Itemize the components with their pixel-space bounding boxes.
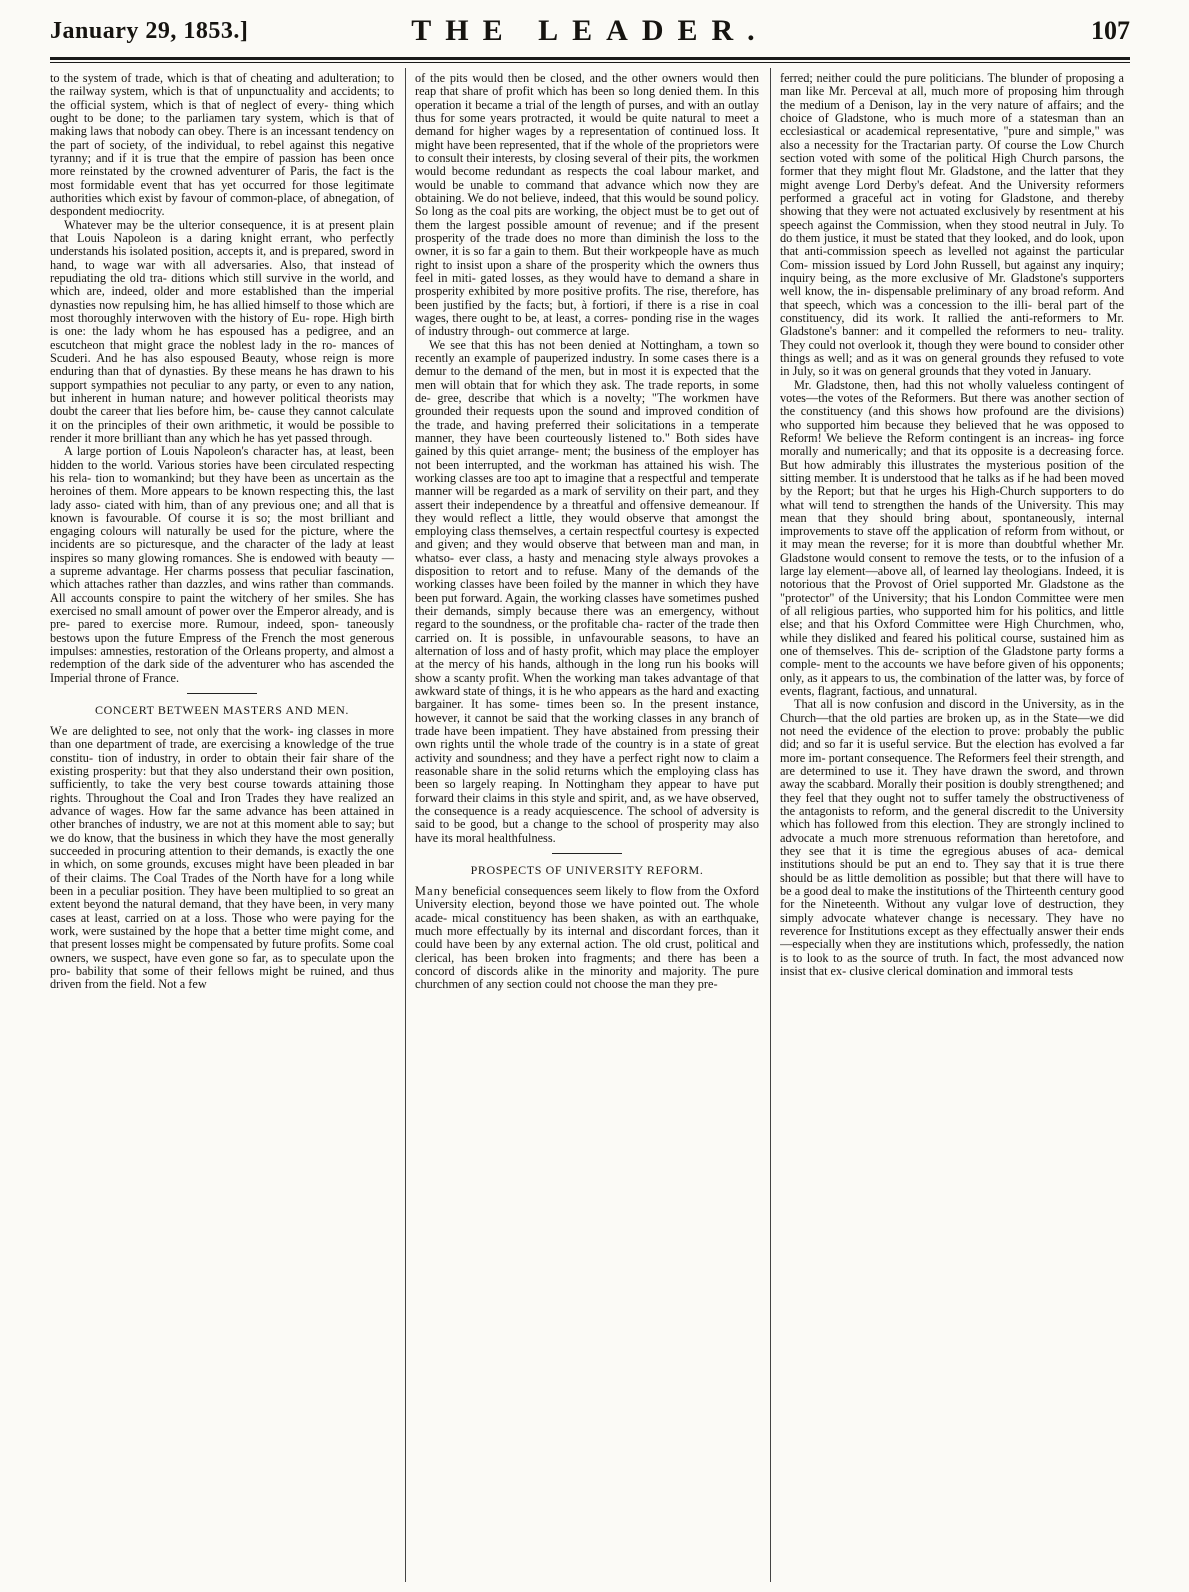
- masthead-rule: [50, 57, 1130, 60]
- paragraph: [415, 885, 759, 992]
- article-heading: PROSPECTS OF UNIVERSITY REFORM.: [470, 863, 704, 878]
- paragraph-text: beneficial consequences seem likely to flow from the Oxford University election, beyond those we have pointed out. The whole acade- mical constituency has been shaken, as with an earthquake, much more effectually by its internal and discordant forces, than it could have been by any external action. The old crust, political and clerical, has been broken into fragments; and there has been a concord of discords alike in the minority and majority. The pure churchmen of any section could not choose the man they pre-: [415, 884, 759, 992]
- lead-word: Many: [415, 884, 449, 899]
- paragraph: Mr. Gladstone, then, had this not wholly valueless contingent of votes—the votes of the Reformers. But there was another section of the constituency (and this shows how profound are the divisions) who supported him because they believed that he was opposed to Reform! We believe the Reform contingent is an increas- ing force morally and numerically; and that its opposite is a decreasing force. But how admirably this illustrates the mysterious position of the sitting member. It is understood that he talks as if he had been moved by the Report; but that he urges his High-Church supporters to do what will tend to strengthen the hands of the University. This may mean that they should bring about, spontaneously, internal improvements to stave off the application of reform from without, or it may mean the reverse; for it is more than doubtful whether Mr. Gladstone would consent to remove the tests, or to the infusion of a large lay element—above all, of learned lay theologians. Indeed, it is notorious that the Provost of Oriel supported Mr. Gladstone as the "protector" of the University; that his London Committee were men of all religious parties, who supported him for his politics, and little else; and that his Oxford Committee were High Churchmen, who, while they disliked and feared his political course, sustained him as one of themselves. This de- scription of the Gladstone party forms a comple- ment to the accounts we have before given of his opponents; only, as it appears to us, the combination of the latter was, by force of events, flagrant, factious, and unnatural.: [780, 377, 1124, 699]
- issue-date: January 29, 1853.]: [50, 18, 249, 44]
- masthead-rule-thin: [50, 62, 1130, 63]
- section-rule: [187, 693, 257, 694]
- lead-word: We: [50, 724, 69, 739]
- newspaper-title: THE LEADER.: [411, 14, 769, 47]
- paragraph: ferred; neither could the pure politicians. The blunder of proposing a man like Mr. Perceval at all, much more of proposing him through the medium of a Denison, lay in the very nature of affairs; and the choice of Gladstone, who is much more of a statesman than an ecclesiastical or academical representative, "pure and simple," was also a necessity for the Tractarian party. Of course the Low Church section voted with some of the political High Church parsons, the former that they might flout Mr. Gladstone, and the latter that they might avenge Lord Derby's defeat. And the University reformers performed a graceful act in voting for Gladstone, and thereby showing that they were not actuated exclusively by resentment at his speech against the Commission, when they stood neutral in July. To do them justice, it must be stated that they looked, and do look, upon that anti-commission speech as levelled not against the particular Com- mission issued by Lord John Russell, but against any inquiry; inquiry being, as the more exclusive of Mr. Gladstone's supporters well know, the in- dispensable preliminary of any broad reform. And that speech, which was a concession to the illi- beral part of the constituency, did its work. It rallied the anti-reformers to Mr. Gladstone's banner: and it compelled the reformers to neu- trality. They could not overlook it, though they were bound to consider other things as well; and as it was on general grounds they refused to vote in July, so it was on general grounds that they voted in January.: [780, 72, 1124, 379]
- paragraph: of the pits would then be closed, and the other owners would then reap that share of profit which has been so long denied them. In this operation it became a trial of the length of purses, and with an outlay thus for some years protracted, it would be quite natural to meet a demand for higher wages by a representation of continued loss. It might have been represented, that if the whole of the proprietors were to consult their interests, by closing several of their pits, the workmen would become redundant as respects the coal labour market, and would be unable to command that advance which now they are obtaining. We do not believe, indeed, that this would be sound policy. So long as the coal pits are working, the object must be to get out of them the largest possible amount of revenue; and if the present prosperity of the trade does no more than diminish the loss to the owner, it is so far a gain to them. But their workpeople have as much right to insist upon a share of the prosperity which the owners thus feel in miti- gated losses, as they would have to demand a share in prosperity exhibited by more positive profits. The rise, therefore, has been justified by the facts; but, à fortiori, if there is a rise in coal wages, there ought to be, at least, a corres- ponding rise in the wages of industry through- out commerce at large.: [415, 72, 759, 339]
- paragraph: A large portion of Louis Napoleon's character has, at least, been hidden to the world. Various stories have been circulated respecting his rela- tion to womankind; but they have been as uncertain as the heroines of them. More appears to be known respecting this, the last lady asso- ciated with him, than of any previous one; and all that is known is favourable. Of course it is so; the most brilliant and engaging colours will naturally be used for the picture, where the incidents are so picturesque, and the character of the lady at least inspires so many glowing romances. She is endowed with beauty — a supreme advantage. Her charms possess that peculiar fascination, which attaches rather than dazzles, and wins rather than commands. All accounts conspire to paint the witchery of her smiles. She has exercised no small amount of power over the Emperor already, and is pre- pared to exercise more. Rumour, indeed, spon- taneously bestows upon the future Empress of the French the most generous impulses: amnesties, restoration of the Orleans property, and almost a redemption of the dark side of the adventurer who has ascended the Imperial throne of France.: [50, 444, 394, 685]
- masthead: [50, 14, 1130, 54]
- paragraph: That all is now confusion and discord in the University, as in the Church—that the old parties are broken up, as in the State—we did not need the evidence of the election to prove: probably the public did; and so far it is useful service. But the election has evolved a far more im- portant consequence. The Reformers feel their strength, and are determined to use it. They have drawn the sword, and thrown away the scabbard. Morally their position is doubly strengthened; and they feel that they ought not to suffer tamely the obstructiveness of the antagonists to reform, and the general discredit to the University which has followed from this election. They are strongly inclined to advocate a much more strenuous reformation than heretofore, and they see that it is time the egregious abuses of aca- demical institutions should be put an end to. They say that it is true there should be as little demolition as possible; but that there will have to be a good deal to make the institutions of the Thirteenth century good for the Nineteenth. Without any vulgar love of destruction, they simply advocate whatever change is necessary. They have no reverence for Institutions except as they effectually answer their ends—especially when they are institutions which, professedly, the nation is to look to as the source of truth. In fact, the most advanced now insist that ex- clusive clerical domination and immoral tests: [780, 697, 1124, 978]
- column-divider: [770, 68, 771, 1582]
- article-heading: CONCERT BETWEEN MASTERS AND MEN.: [95, 703, 349, 718]
- column-divider: [405, 68, 406, 1582]
- section-rule: [552, 853, 622, 854]
- paragraph: to the system of trade, which is that of cheating and adulteration; to the railway system, which is that of unpunctuality and accidents; to the official system, which is that of neglect of every- thing which ought to be done; to the parliamen tary system, which is that of making laws that nobody can obey. There is an incessant tendency on the part of society, of the individual, to rebel against this negative tyranny; and if it is true that the empire of passion has been once more reinstated by the crowned adventurer of Paris, the fact is the most formidable event that has yet occurred for those legitimate authorities which exist by favour of common-place, of abnegation, of despondent mediocrity.: [50, 72, 394, 219]
- paragraph: [50, 725, 394, 992]
- paragraph: We see that this has not been denied at Nottingham, a town so recently an example of pauperized industry. In some cases there is a demur to the demand of the men, but in most it is expected that the men will obtain that for which they ask. The trade reports, in some de- gree, describe that which is a novelty; "The workmen have grounded their requests upon the sound and improved condition of the trade, and having preferred their solicitations in a temperate manner, they have been courteously listened to." Both sides have gained by this quiet arrange- ment; the business of the employer has not been interrupted, and the workman has attained his wish. The working classes are too apt to imagine that a respectful and temperate manner will be regarded as a mark of servility on their part, and they assert their independence by a threatful and offensive demeanour. If they would reflect a little, they would observe that amongst the employing class themselves, a certain respectful courtesy is expected and given; and they would observe that between man and man, in whatso- ever class, a hasty and menacing style always provokes a disposition to retort and to refuse. Many of the demands of the working classes have been foiled by the manner in which they have been put forward. Again, the working classes have sometimes pushed their demands, simply because there was an emergency, without regard to the soundness, or the profitable cha- racter of the trade then carried on. It is possible, in unfavourable seasons, to have an alternation of loss and of hasty profit, which may place the employer at the mercy of his hands, although in the long run his books will show a scanty profit. When the working man takes advantage of that awkward state of things, it is he who appears as the hard and exacting bargainer. It has some- times been so. In the present instance, however, it cannot be said that the working classes in any branch of trade have been impatient. They have abstained from pressing their own rights until the whole trade of the country is in a state of great activity and soundness; and they have a perfect right now to claim a reasonable share in the solid returns which the employing class has been so largely reaping. In Nottingham they appear to have put forward their claims in this style and spirit, and, as we have observed, the consequence is a ready acquiescence. The school of adversity is said to be good, but a change to the school of prosperity may also have its moral healthfulness.: [415, 337, 759, 845]
- column-1: [50, 72, 394, 1584]
- column-3: [780, 72, 1124, 1584]
- paragraph-text: are delighted to see, not only that the work- ing classes in more than one department of trade, are exercising a knowledge of the true constitu- tion of industry, in order to obtain their fair share of the existing prosperity: but that they also understand their own position, sufficiently, to take the very best course towards attaining those rights. Throughout the Coal and Iron Trades they have realized an advance of wages. How far the same advance has been attained in other branches of industry, we are not at this moment able to say; but we do know, that the business in which they have the most generally succeeded in procuring attention to their demands, is exactly the one in which, on some grounds, excuses might have been pleaded in bar of their claims. The Coal Trades of the North have for a long while been in a peculiar position. They have been multiplied to so great an extent beyond the natural demand, that they have been, in very many cases at least, carried on at a loss. Those who were paying for the work, were sustained by the hope that a better time might come, and that present losses might be compensated by future profits. Some coal owners, we suspect, have even gone so far, as to speculate upon the pro- bability that some of their fellows might be ruined, and thus driven from the field. Not a few: [50, 724, 394, 992]
- page-number: 107: [1091, 16, 1130, 45]
- column-2: [415, 72, 759, 1584]
- paragraph: Whatever may be the ulterior consequence, it is at present plain that Louis Napoleon is a daring knight errant, who perfectly understands his isolated position, accepts it, and is prepared, sword in hand, to wage war with all adversaries. Also, that instead of repudiating the old tra- ditions which still survive in the world, and which are, indeed, older and more established than the imperial dynasties now repulsing him, he has allied himself to those which are most thoroughly interwoven with the history of Eu- rope. High birth is one: the lady whom he has espoused has a pedigree, and an escutcheon that might grace the noblest lady in the ro- mances of Scuderi. And he has also espoused Beauty, whose reign is more enduring than that of dynasties. By these means he has drawn to his support sympathies not peculiar to any party, or even to any nation, but inherent in human nature; and however political theorists may doubt the career that lies before him, be- cause they cannot calculate it on the principles of their own arithmetic, it would be possible to render it more brilliant than any which he has yet passed through.: [50, 217, 394, 445]
